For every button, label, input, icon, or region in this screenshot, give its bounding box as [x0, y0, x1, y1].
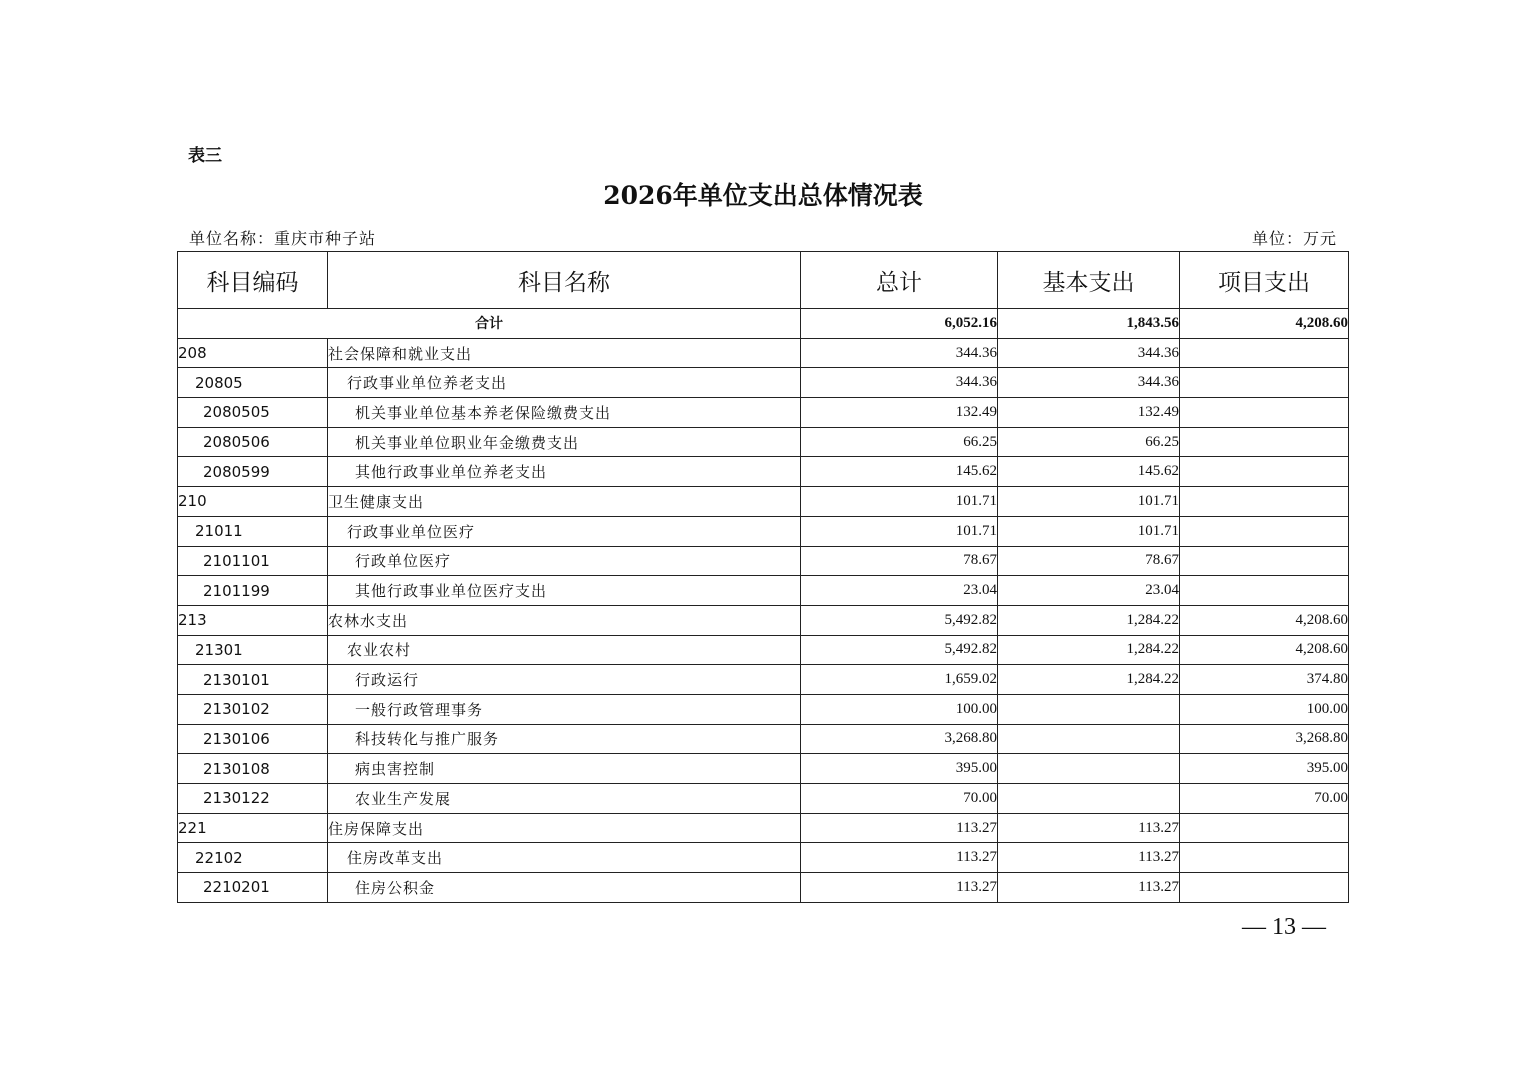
- cell-name: 农林水支出: [328, 605, 801, 635]
- cell-basic: 101.71: [998, 516, 1180, 546]
- cell-code: 2130106: [178, 724, 328, 754]
- table-row: [178, 457, 1349, 487]
- cell-total: 145.62: [801, 457, 998, 487]
- total-label: 合计: [178, 309, 801, 339]
- cell-basic: 66.25: [998, 427, 1180, 457]
- cell-total: 132.49: [801, 398, 998, 428]
- cell-basic: 1,284.22: [998, 605, 1180, 635]
- cell-basic: [998, 754, 1180, 784]
- cell-total: 5,492.82: [801, 635, 998, 665]
- cell-name: 其他行政事业单位医疗支出: [328, 576, 801, 606]
- unit-name: 单位名称：重庆市种子站: [189, 229, 377, 248]
- page-title: 2026年单位支出总体情况表: [603, 181, 923, 210]
- total-cell-project: 4,208.60: [1180, 309, 1349, 339]
- cell-project: [1180, 487, 1349, 517]
- cell-code: 20805: [178, 368, 328, 398]
- cell-project: 395.00: [1180, 754, 1349, 784]
- table-row: [178, 724, 1349, 754]
- cell-project: 70.00: [1180, 784, 1349, 814]
- cell-project: [1180, 546, 1349, 576]
- cell-name: 行政事业单位养老支出: [328, 368, 801, 398]
- column-header-project: 项目支出: [1180, 252, 1349, 309]
- cell-code: 221: [178, 813, 328, 843]
- table-row: [178, 665, 1349, 695]
- cell-name: 机关事业单位职业年金缴费支出: [328, 427, 801, 457]
- cell-project: [1180, 398, 1349, 428]
- cell-code: 210: [178, 487, 328, 517]
- cell-total: 101.71: [801, 487, 998, 517]
- table-row: [178, 843, 1349, 873]
- page-number: — 13 —: [1242, 914, 1326, 940]
- cell-total: 3,268.80: [801, 724, 998, 754]
- cell-project: 3,268.80: [1180, 724, 1349, 754]
- cell-total: 395.00: [801, 754, 998, 784]
- cell-basic: 344.36: [998, 368, 1180, 398]
- header-row: [178, 252, 1349, 309]
- cell-basic: 23.04: [998, 576, 1180, 606]
- table-row: [178, 516, 1349, 546]
- cell-total: 78.67: [801, 546, 998, 576]
- column-header-total: 总计: [801, 252, 998, 309]
- cell-basic: 78.67: [998, 546, 1180, 576]
- table-row: [178, 754, 1349, 784]
- cell-code: 2080505: [178, 398, 328, 428]
- cell-basic: [998, 694, 1180, 724]
- cell-basic: 1,284.22: [998, 635, 1180, 665]
- cell-project: [1180, 843, 1349, 873]
- cell-name: 农业农村: [328, 635, 801, 665]
- table-body: [178, 309, 1349, 903]
- table-row: [178, 635, 1349, 665]
- total-cell-basic: 1,843.56: [998, 309, 1180, 339]
- cell-code: 2080599: [178, 457, 328, 487]
- cell-basic: 344.36: [998, 338, 1180, 368]
- table-row: [178, 784, 1349, 814]
- cell-project: 374.80: [1180, 665, 1349, 695]
- cell-basic: 1,284.22: [998, 665, 1180, 695]
- table-row: [178, 398, 1349, 428]
- cell-total: 344.36: [801, 338, 998, 368]
- cell-name: 住房改革支出: [328, 843, 801, 873]
- cell-total: 101.71: [801, 516, 998, 546]
- cell-code: 21301: [178, 635, 328, 665]
- table-row: [178, 873, 1349, 903]
- cell-name: 科技转化与推广服务: [328, 724, 801, 754]
- cell-code: 22102: [178, 843, 328, 873]
- table-row: [178, 546, 1349, 576]
- cell-code: 208: [178, 338, 328, 368]
- total-row: [178, 309, 1349, 339]
- cell-name: 一般行政管理事务: [328, 694, 801, 724]
- expenditure-table: [177, 251, 1349, 903]
- cell-basic: [998, 784, 1180, 814]
- cell-basic: 145.62: [998, 457, 1180, 487]
- cell-total: 113.27: [801, 843, 998, 873]
- cell-total: 66.25: [801, 427, 998, 457]
- cell-project: [1180, 516, 1349, 546]
- cell-code: 2080506: [178, 427, 328, 457]
- column-header-basic: 基本支出: [998, 252, 1180, 309]
- cell-code: 2130102: [178, 694, 328, 724]
- cell-name: 农业生产发展: [328, 784, 801, 814]
- cell-project: [1180, 457, 1349, 487]
- table-row: [178, 487, 1349, 517]
- table-row: [178, 576, 1349, 606]
- cell-basic: 101.71: [998, 487, 1180, 517]
- cell-name: 其他行政事业单位养老支出: [328, 457, 801, 487]
- cell-total: 344.36: [801, 368, 998, 398]
- unit-of-measure: 单位：万元: [1251, 229, 1337, 248]
- cell-name: 社会保障和就业支出: [328, 338, 801, 368]
- cell-project: 4,208.60: [1180, 635, 1349, 665]
- cell-name: 行政事业单位医疗: [328, 516, 801, 546]
- cell-code: 2210201: [178, 873, 328, 903]
- cell-total: 113.27: [801, 813, 998, 843]
- cell-name: 行政单位医疗: [328, 546, 801, 576]
- cell-code: 2101101: [178, 546, 328, 576]
- cell-total: 70.00: [801, 784, 998, 814]
- cell-code: 2130101: [178, 665, 328, 695]
- table-header: [178, 252, 1349, 309]
- column-header-code: 科目编码: [178, 252, 328, 309]
- cell-project: [1180, 873, 1349, 903]
- table-label: 表三: [188, 146, 222, 166]
- cell-name: 病虫害控制: [328, 754, 801, 784]
- table-row: [178, 427, 1349, 457]
- cell-total: 5,492.82: [801, 605, 998, 635]
- cell-basic: [998, 724, 1180, 754]
- cell-basic: 113.27: [998, 843, 1180, 873]
- cell-project: [1180, 813, 1349, 843]
- table-row: [178, 605, 1349, 635]
- cell-code: 213: [178, 605, 328, 635]
- cell-code: 21011: [178, 516, 328, 546]
- cell-name: 机关事业单位基本养老保险缴费支出: [328, 398, 801, 428]
- cell-basic: 113.27: [998, 813, 1180, 843]
- cell-total: 100.00: [801, 694, 998, 724]
- column-header-name: 科目名称: [328, 252, 801, 309]
- cell-name: 住房保障支出: [328, 813, 801, 843]
- cell-basic: 132.49: [998, 398, 1180, 428]
- cell-name: 卫生健康支出: [328, 487, 801, 517]
- cell-project: 4,208.60: [1180, 605, 1349, 635]
- cell-project: [1180, 368, 1349, 398]
- table-row: [178, 338, 1349, 368]
- cell-project: 100.00: [1180, 694, 1349, 724]
- cell-total: 1,659.02: [801, 665, 998, 695]
- cell-name: 住房公积金: [328, 873, 801, 903]
- table-row: [178, 694, 1349, 724]
- table-row: [178, 368, 1349, 398]
- cell-project: [1180, 576, 1349, 606]
- cell-code: 2130122: [178, 784, 328, 814]
- cell-name: 行政运行: [328, 665, 801, 695]
- table-row: [178, 813, 1349, 843]
- cell-total: 23.04: [801, 576, 998, 606]
- cell-code: 2130108: [178, 754, 328, 784]
- cell-project: [1180, 338, 1349, 368]
- cell-total: 113.27: [801, 873, 998, 903]
- cell-basic: 113.27: [998, 873, 1180, 903]
- total-cell-total: 6,052.16: [801, 309, 998, 339]
- cell-code: 2101199: [178, 576, 328, 606]
- cell-project: [1180, 427, 1349, 457]
